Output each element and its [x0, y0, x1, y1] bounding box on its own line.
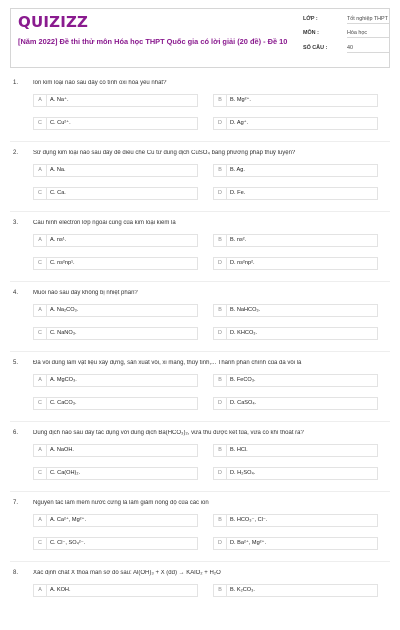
option-letter: C	[34, 328, 47, 339]
answer-option-d[interactable]	[213, 467, 378, 480]
option-text: A. NaOH.	[50, 447, 74, 453]
answer-option-b[interactable]	[213, 514, 378, 527]
answer-option-c[interactable]	[33, 467, 198, 480]
meta-value: Tốt nghiệp THPT	[347, 16, 388, 22]
question-item	[0, 290, 400, 350]
question-text: Cấu hình electron lớp ngoài cùng của kim loại kiềm là	[33, 220, 176, 226]
option-letter: A	[34, 375, 47, 386]
answer-option-c[interactable]	[33, 397, 198, 410]
answer-option-d[interactable]	[213, 117, 378, 130]
meta-label: MÔN :	[303, 30, 319, 36]
option-text: B. K₂CO₃.	[230, 587, 255, 593]
option-letter: A	[34, 585, 47, 596]
option-letter: A	[34, 95, 47, 106]
question-divider	[10, 561, 390, 562]
meta-subject	[303, 30, 393, 40]
question-item	[0, 360, 400, 420]
option-letter: B	[214, 375, 227, 386]
question-item	[0, 80, 400, 140]
question-text: Sử dụng kim loại nào sau đây để điều chế Cu từ dung dịch CuSO₄ bằng phương pháp thuỷ luyện?	[33, 150, 296, 156]
option-letter: D	[214, 468, 227, 479]
answer-option-d[interactable]	[213, 187, 378, 200]
option-letter: A	[34, 235, 47, 246]
option-text: B. Mg²⁺.	[230, 97, 251, 103]
option-text: A. Na₂CO₃.	[50, 307, 79, 313]
question-divider	[10, 421, 390, 422]
option-text: D. CaSO₄.	[230, 400, 257, 406]
option-text: A. Na⁺.	[50, 97, 69, 103]
quizizz-logo[interactable]: QUIZIZZ	[18, 13, 89, 31]
answer-option-b[interactable]	[213, 234, 378, 247]
option-text: B. Ag.	[230, 167, 245, 173]
option-letter: C	[34, 398, 47, 409]
question-text: Dung dịch nào sau đây tác dụng với dung dịch Ba(HCO₃)₂, vừa thu được kết tủa, vừa có khí thoát ra?	[33, 430, 304, 436]
option-text: A. Na.	[50, 167, 66, 173]
answer-option-d[interactable]	[213, 397, 378, 410]
question-divider	[10, 211, 390, 212]
question-divider	[10, 281, 390, 282]
answer-option-d[interactable]	[213, 537, 378, 550]
question-item	[0, 150, 400, 210]
answer-option-b[interactable]	[213, 164, 378, 177]
option-text: A. MgCO₃.	[50, 377, 77, 383]
option-letter: B	[214, 585, 227, 596]
question-text: Xác định chất X thỏa mãn sơ đồ sau: Al(OH)₃ + X (dd) → KAlO₂ + H₂O	[33, 570, 221, 576]
answer-option-b[interactable]	[213, 584, 378, 597]
option-text: B. FeCO₃.	[230, 377, 256, 383]
option-letter: B	[214, 445, 227, 456]
question-number: 8.	[13, 570, 19, 576]
option-text: C. Cl⁻, SO₄²⁻.	[50, 540, 86, 546]
answer-option-c[interactable]	[33, 187, 198, 200]
option-text: C. Ca.	[50, 190, 66, 196]
option-text: B. ns².	[230, 237, 247, 243]
question-text: Đá vôi dùng làm vật liệu xây dựng, sản xuất vôi, xi măng, thủy tinh,... Thành phần chính của đá vôi là	[33, 360, 302, 366]
question-divider	[10, 351, 390, 352]
question-item	[0, 500, 400, 560]
answer-option-d[interactable]	[213, 257, 378, 270]
option-text: C. NaNO₃.	[50, 330, 77, 336]
question-number: 5.	[13, 360, 19, 366]
option-text: D. ns²np².	[230, 260, 255, 266]
option-letter: D	[214, 118, 227, 129]
question-text: Ion kim loại nào sau đây có tính oxi hóa yếu nhất?	[33, 80, 167, 86]
option-text: C. CaCO₃.	[50, 400, 77, 406]
worksheet-title: [Năm 2022] Đề thi thử môn Hóa học THPT Quốc gia có lời giải (20 đề) - Đề 10	[18, 37, 288, 46]
option-text: D. Ag⁺.	[230, 120, 249, 126]
option-letter: B	[214, 305, 227, 316]
answer-option-b[interactable]	[213, 304, 378, 317]
option-letter: D	[214, 398, 227, 409]
option-text: D. Fe.	[230, 190, 246, 196]
question-text: Muối nào sau đây không bị nhiệt phân?	[33, 290, 138, 296]
option-text: D. H₂SO₄.	[230, 470, 256, 476]
question-number: 6.	[13, 430, 19, 436]
option-letter: C	[34, 258, 47, 269]
question-item	[0, 430, 400, 490]
question-text: Nguyên tắc làm mềm nước cứng là làm giảm nồng độ của các ion	[33, 500, 209, 506]
question-number: 3.	[13, 220, 19, 226]
question-number: 7.	[13, 500, 19, 506]
meta-grade	[303, 16, 393, 26]
question-number: 4.	[13, 290, 19, 296]
answer-option-a[interactable]	[33, 164, 198, 177]
meta-question-count	[303, 45, 393, 55]
answer-option-a[interactable]	[33, 94, 198, 107]
worksheet-header	[10, 8, 390, 68]
answer-option-b[interactable]	[213, 94, 378, 107]
option-letter: A	[34, 515, 47, 526]
question-number: 2.	[13, 150, 19, 156]
option-text: A. KOH.	[50, 587, 71, 593]
question-item	[0, 220, 400, 280]
option-letter: B	[214, 235, 227, 246]
question-item	[0, 570, 400, 630]
option-letter: C	[34, 118, 47, 129]
option-text: A. Ca²⁺, Mg²⁺.	[50, 517, 87, 523]
option-letter: D	[214, 328, 227, 339]
option-letter: C	[34, 468, 47, 479]
meta-label: LỚP :	[303, 16, 318, 22]
option-letter: A	[34, 445, 47, 456]
option-letter: A	[34, 305, 47, 316]
answer-option-a[interactable]	[33, 444, 198, 457]
answer-option-c[interactable]	[33, 257, 198, 270]
answer-option-b[interactable]	[213, 444, 378, 457]
option-letter: D	[214, 188, 227, 199]
option-text: D. Ba²⁺, Mg²⁺.	[230, 540, 267, 546]
meta-value: 40	[347, 45, 389, 53]
option-text: B. HCl.	[230, 447, 248, 453]
option-letter: B	[214, 95, 227, 106]
answer-option-a[interactable]	[33, 374, 198, 387]
question-divider	[10, 491, 390, 492]
option-letter: B	[214, 165, 227, 176]
answer-option-a[interactable]	[33, 514, 198, 527]
answer-option-a[interactable]	[33, 234, 198, 247]
option-text: A. ns¹.	[50, 237, 67, 243]
answer-option-b[interactable]	[213, 374, 378, 387]
answer-option-c[interactable]	[33, 327, 198, 340]
option-letter: C	[34, 538, 47, 549]
option-letter: A	[34, 165, 47, 176]
option-text: B. HCO₃⁻, Cl⁻.	[230, 517, 268, 523]
option-text: C. Ca(OH)₂.	[50, 470, 81, 476]
answer-option-a[interactable]	[33, 304, 198, 317]
option-letter: D	[214, 258, 227, 269]
option-letter: C	[34, 188, 47, 199]
option-text: C. ns²np¹.	[50, 260, 75, 266]
answer-option-c[interactable]	[33, 537, 198, 550]
answer-option-a[interactable]	[33, 584, 198, 597]
option-text: D. KHCO₃.	[230, 330, 258, 336]
answer-option-c[interactable]	[33, 117, 198, 130]
question-number: 1.	[13, 80, 19, 86]
question-divider	[10, 141, 390, 142]
option-text: C. Cu²⁺.	[50, 120, 71, 126]
option-letter: D	[214, 538, 227, 549]
meta-value: Hóa học	[347, 30, 389, 38]
answer-option-d[interactable]	[213, 327, 378, 340]
option-text: B. NaHCO₃.	[230, 307, 261, 313]
option-letter: B	[214, 515, 227, 526]
meta-label: SỐ CÂU :	[303, 45, 328, 51]
